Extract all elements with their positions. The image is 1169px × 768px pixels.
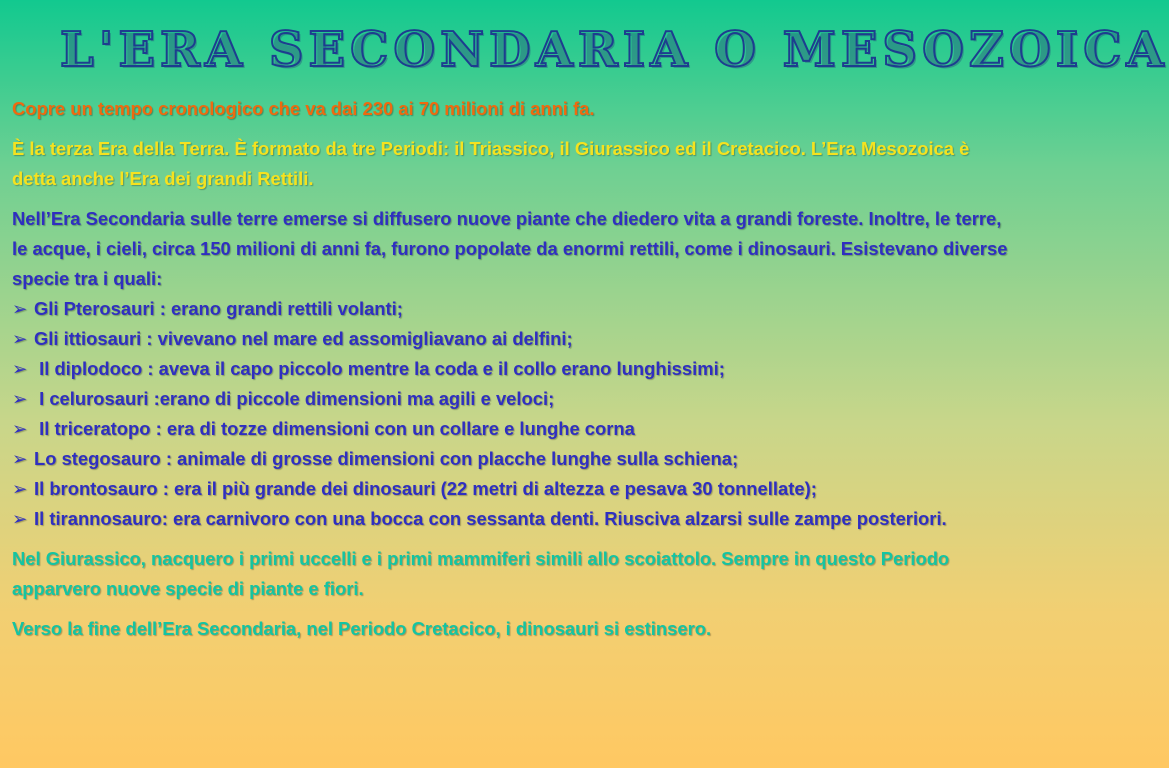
list-item: ➢ Il triceratopo : era di tozze dimensioni con un collare e lunghe corna <box>12 414 1018 444</box>
intro-paragraph: Copre un tempo cronologico che va dai 230 ai 70 milioni di anni fa. <box>12 98 595 119</box>
secondary-era-paragraph: Nell’Era Secondaria sulle terre emerse si diffusero nuove piante che diedero vita a grandi foreste. Inoltre, le terre, le acque, i cieli, circa 150 milioni di anni fa, furono popolate da enormi rettili, come i dinosauri. Esistevano diverse specie tra i quali: <box>12 208 1008 289</box>
arrow-right-icon: ➢ <box>12 358 28 379</box>
dinosaur-list <box>12 294 1018 534</box>
list-item: ➢ Il brontosauro : era il più grande dei dinosauri (22 metri di altezza e pesava 30 tonnellate); <box>12 474 1018 504</box>
jurassic-paragraph: Nel Giurassico, nacquero i primi uccelli e i primi mammiferi simili allo scoiattolo. Sempre in questo Periodo apparvero nuove specie di piante e fiori. <box>12 548 950 599</box>
arrow-right-icon: ➢ <box>12 508 28 529</box>
slide-title: L'ERA SECONDARIA O MESOZOICA <box>60 22 1169 78</box>
cretaceous-paragraph: Verso la fine dell’Era Secondaria, nel Periodo Cretacico, i dinosauri si estinsero. <box>12 618 712 639</box>
list-item: ➢ I celurosauri :erano di piccole dimensioni ma agili e veloci; <box>12 384 1018 414</box>
arrow-right-icon: ➢ <box>12 298 28 319</box>
arrow-right-icon: ➢ <box>12 418 28 439</box>
list-item: ➢ Gli Pterosauri : erano grandi rettili volanti; <box>12 294 1018 324</box>
arrow-right-icon: ➢ <box>12 478 28 499</box>
arrow-right-icon: ➢ <box>12 328 28 349</box>
third-era-paragraph: È la terza Era della Terra. È formato da tre Periodi: il Triassico, il Giurassico ed il Cretacico. L’Era Mesozoica è detta anche l’Era dei grandi Rettili. <box>12 138 970 189</box>
list-item: ➢ Gli ittiosauri : vivevano nel mare ed assomigliavano ai delfini; <box>12 324 1018 354</box>
slide-body <box>12 94 1018 644</box>
list-item: ➢ Il diplodoco : aveva il capo piccolo mentre la coda e il collo erano lunghissimi; <box>12 354 1018 384</box>
arrow-right-icon: ➢ <box>12 388 28 409</box>
arrow-right-icon: ➢ <box>12 448 28 469</box>
list-item: ➢ Il tirannosauro: era carnivoro con una bocca con sessanta denti. Riusciva alzarsi sulle zampe posteriori. <box>12 504 1018 534</box>
list-item: ➢ Lo stegosauro : animale di grosse dimensioni con placche lunghe sulla schiena; <box>12 444 1018 474</box>
